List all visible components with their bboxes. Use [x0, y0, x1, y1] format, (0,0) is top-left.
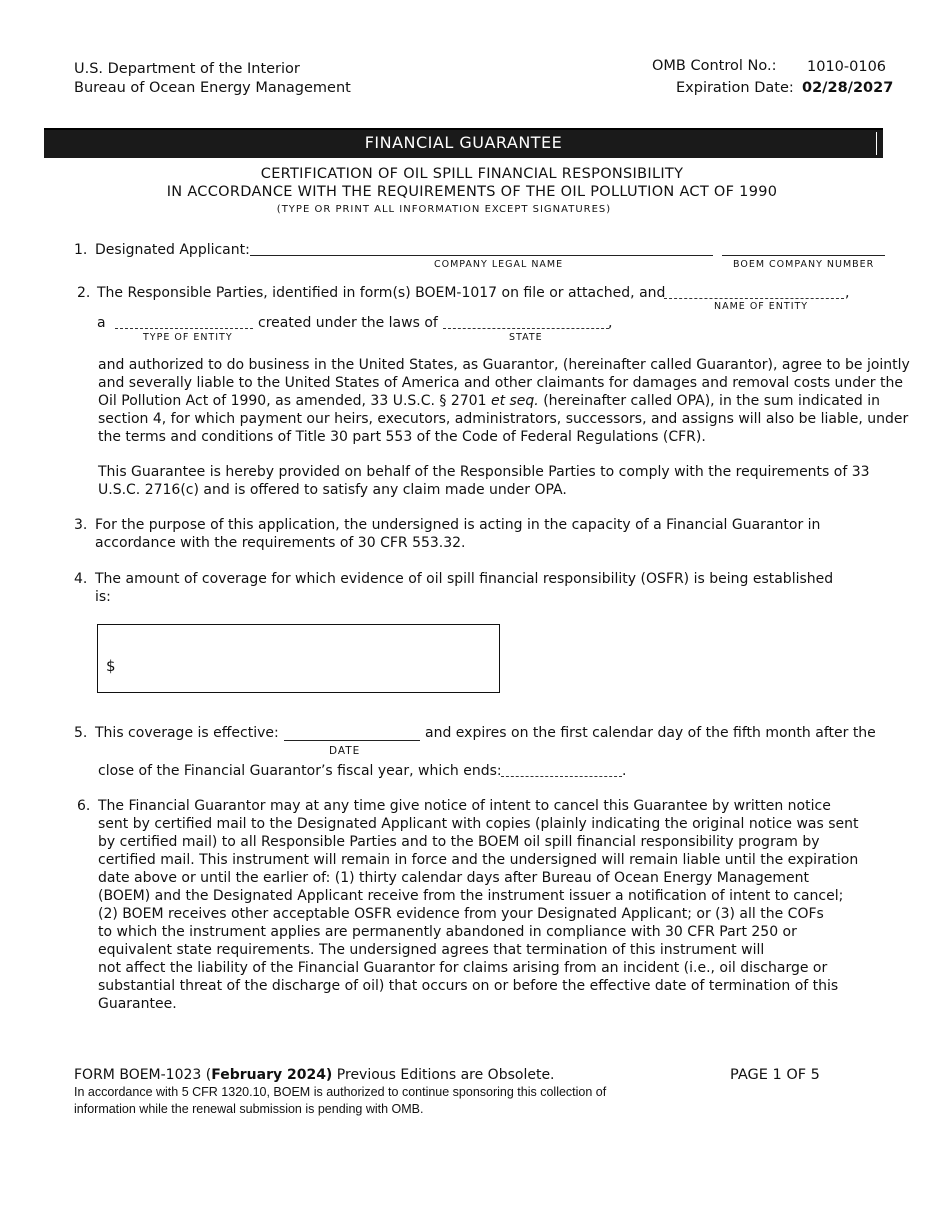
- item2-created-text: created under the laws of: [258, 315, 438, 331]
- item5-period: .: [622, 763, 627, 779]
- item2-paragraph2: [98, 463, 870, 499]
- form-id-date: February 2024): [211, 1067, 333, 1083]
- bureau-name: Bureau of Ocean Energy Management: [74, 80, 351, 96]
- item6-line: The Financial Guarantor may at any time give notice of intent to cancel this Guarantee by written notice: [98, 798, 831, 814]
- expiration-value: 02/28/2027: [802, 80, 894, 96]
- company-legal-name-field[interactable]: [250, 255, 713, 256]
- item6-line: equivalent state requirements. The undersigned agrees that termination of this instrument will: [98, 942, 765, 958]
- entity-type-field[interactable]: [115, 328, 253, 329]
- state-caption: STATE: [509, 332, 543, 343]
- item1-label: Designated Applicant:: [95, 242, 250, 258]
- date-caption: DATE: [329, 745, 361, 757]
- item4-number: 4.: [74, 571, 88, 587]
- item6-line: to which the instrument applies are permanently abandoned in compliance with 30 CFR Part 250 or: [98, 924, 797, 940]
- form-id-prefix: FORM BOEM-1023 (: [74, 1067, 212, 1083]
- item6-line: certified mail. This instrument will remain in force and the undersigned will remain liable until the expiration: [98, 852, 859, 868]
- expiration-label: Expiration Date:: [676, 80, 794, 96]
- item4-line: The amount of coverage for which evidence of oil spill financial responsibility (OSFR) is being established: [95, 571, 834, 587]
- item6-text: [98, 797, 859, 1013]
- item2-comma1: ,: [845, 285, 850, 301]
- page-number: PAGE 1 OF 5: [730, 1067, 820, 1083]
- omb-control-label: OMB Control No.:: [652, 58, 777, 74]
- department-name: U.S. Department of the Interior: [74, 61, 300, 77]
- item4-text: [95, 570, 833, 606]
- item2-line1: The Responsible Parties, identified in form(s) BOEM-1017 on file or attached, and: [97, 285, 666, 301]
- item5-label: This coverage is effective:: [95, 725, 279, 741]
- item2-para1-line: section 4, for which payment our heirs, executors, administrators, successors, and assigns will also be liable, under: [98, 411, 909, 427]
- item6-line: Guarantee.: [98, 996, 177, 1012]
- item6-line: date above or until the earlier of: (1) thirty calendar days after Bureau of Ocean Energy Management: [98, 870, 809, 886]
- effective-date-field[interactable]: [284, 740, 420, 741]
- item3-number: 3.: [74, 517, 88, 533]
- item4-line: is:: [95, 589, 111, 605]
- item5-line2: close of the Financial Guarantor’s fiscal year, which ends:: [98, 763, 502, 779]
- form-title: FINANCIAL GUARANTEE: [364, 133, 563, 152]
- entity-name-field[interactable]: [664, 298, 844, 299]
- item2-para1-line-citation: [98, 392, 910, 410]
- item6-line: not affect the liability of the Financial Guarantor for claims arising from an incident (i.e., oil discharge or: [98, 960, 828, 976]
- form-identifier: [74, 1066, 555, 1084]
- state-field[interactable]: [443, 328, 609, 329]
- boem-company-number-caption: BOEM COMPANY NUMBER: [733, 259, 875, 270]
- fiscal-year-end-field[interactable]: [501, 776, 622, 777]
- coverage-amount-field[interactable]: [97, 624, 500, 693]
- item2-comma2: ,: [608, 315, 613, 331]
- item2-para1-line: and severally liable to the United States of America and other claimants for damages and removal costs under the: [98, 375, 903, 391]
- item1-number: 1.: [74, 242, 88, 258]
- item6-line: (BOEM) and the Designated Applicant receive from the instrument issuer a notification of intent to cancel;: [98, 888, 844, 904]
- omb-control-value: 1010-0106: [807, 59, 887, 75]
- item3-line: accordance with the requirements of 30 CFR 553.32.: [95, 535, 466, 551]
- item6-line: (2) BOEM receives other acceptable OSFR evidence from your Designated Applicant; or (3) all the COFs: [98, 906, 824, 922]
- item6-line: sent by certified mail to the Designated Applicant with copies (plainly indicating the original notice was sent: [98, 816, 859, 832]
- item2-para1-line: and authorized to do business in the United States, as Guarantor, (hereinafter called Guarantor), agree to be jointly: [98, 357, 910, 373]
- subtitle-instruction: (TYPE OR PRINT ALL INFORMATION EXCEPT SIGNATURES): [276, 204, 612, 215]
- citation-text-b: (hereinafter called OPA), in the sum indicated in: [543, 393, 880, 409]
- company-legal-name-caption: COMPANY LEGAL NAME: [434, 259, 564, 270]
- item5-expires-text: and expires on the first calendar day of the fifth month after the: [425, 725, 876, 741]
- item2-number: 2.: [77, 285, 91, 301]
- form-id-suffix: Previous Editions are Obsolete.: [332, 1067, 555, 1083]
- item5-number: 5.: [74, 725, 88, 741]
- citation-italic: et seq.: [490, 393, 539, 409]
- item2-para1-line: the terms and conditions of Title 30 part 553 of the Code of Federal Regulations (CFR).: [98, 429, 706, 445]
- footer-note-line2: information while the renewal submission is pending with OMB.: [74, 1102, 424, 1116]
- title-bar: [44, 128, 883, 158]
- item2-a-label: a: [97, 315, 106, 331]
- item2-para2-line: This Guarantee is hereby provided on behalf of the Responsible Parties to comply with the requirements of 33: [98, 464, 870, 480]
- boem-company-number-field[interactable]: [722, 255, 885, 256]
- item6-line: by certified mail) to all Responsible Parties and to the BOEM oil spill financial responsibility program by: [98, 834, 820, 850]
- entity-name-caption: NAME OF ENTITY: [714, 301, 809, 312]
- item3-line: For the purpose of this application, the undersigned is acting in the capacity of a Financial Guarantor in: [95, 517, 821, 533]
- item6-number: 6.: [77, 798, 91, 814]
- item2-paragraph1: [98, 356, 910, 446]
- item6-line: substantial threat of the discharge of oil) that occurs on or before the effective date of termination of this: [98, 978, 839, 994]
- citation-text-a: Oil Pollution Act of 1990, as amended, 33 U.S.C. § 2701: [98, 393, 487, 409]
- item3-text: [95, 516, 820, 552]
- entity-type-caption: TYPE OF ENTITY: [143, 332, 233, 343]
- footer-note-line1: In accordance with 5 CFR 1320.10, BOEM is authorized to continue sponsoring this collection of: [74, 1085, 607, 1099]
- subtitle-line2: IN ACCORDANCE WITH THE REQUIREMENTS OF THE OIL POLLUTION ACT OF 1990: [166, 184, 778, 200]
- item2-para2-line: U.S.C. 2716(c) and is offered to satisfy any claim made under OPA.: [98, 482, 567, 498]
- currency-symbol: $: [106, 657, 116, 675]
- subtitle-line1: CERTIFICATION OF OIL SPILL FINANCIAL RESPONSIBILITY: [260, 166, 684, 182]
